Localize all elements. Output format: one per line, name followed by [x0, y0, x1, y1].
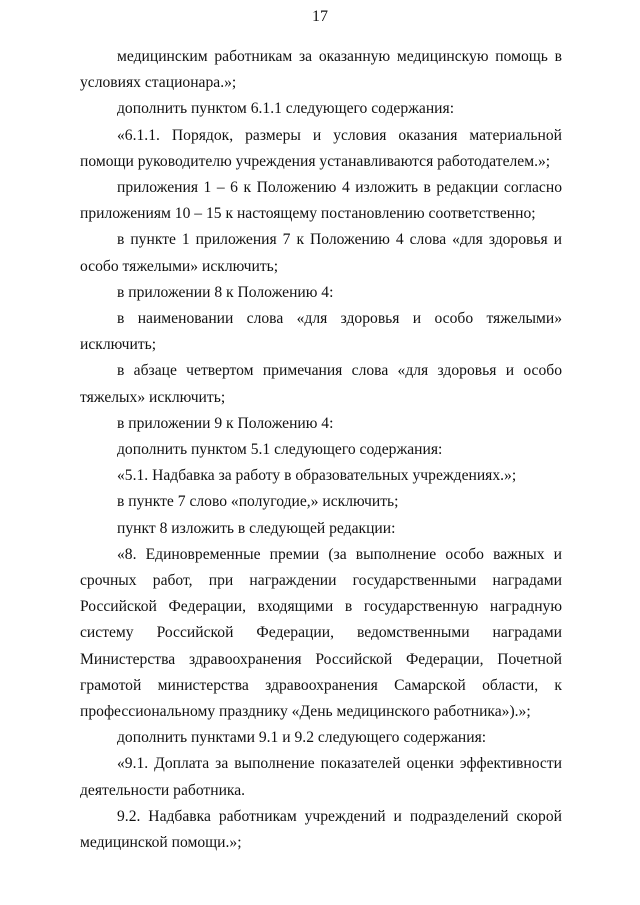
paragraph: дополнить пунктом 6.1.1 следующего содержания:	[117, 100, 455, 118]
paragraph: дополнить пунктом 5.1 следующего содержания:	[117, 441, 443, 459]
paragraph: «5.1. Надбавка за работу в образовательных учреждениях.»;	[117, 467, 517, 485]
paragraph: «6.1.1. Порядок, размеры и условия оказания материальной помощи руководителю учреждения устанавливаются работодателем.»;	[80, 126, 562, 170]
paragraph: в приложении 9 к Положению 4:	[117, 414, 334, 432]
paragraph: «8. Единовременные премии (за выполнение особо важных и срочных работ, при награждении государственными наградами Российской Федерации, входящими в государственную наградную систему Российской Федерации, ведомственными наградами Министерства здравоохранения Российской Федерации, Почетной грамотой министерства здравоохранения Самарской области, к профессиональному празднику «День медицинского работника»).»;	[80, 545, 562, 721]
paragraph: в абзаце четвертом примечания слова «для здоровья и особо тяжелых» исключить;	[80, 362, 562, 406]
paragraph: пункт 8 изложить в следующей редакции:	[117, 519, 396, 537]
paragraph: в приложении 8 к Положению 4:	[117, 283, 334, 301]
paragraph: в наименовании слова «для здоровья и особо тяжелыми» исключить;	[80, 310, 562, 354]
paragraph: приложения 1 – 6 к Положению 4 изложить в редакции согласно приложениям 10 – 15 к настоящему постановлению соответственно;	[80, 179, 562, 223]
page-number: 17	[312, 8, 328, 25]
paragraph: медицинским работникам за оказанную медицинскую помощь в условиях стационара.»;	[80, 48, 562, 92]
paragraph: в пункте 7 слово «полугодие,» исключить;	[117, 493, 399, 511]
paragraph: в пункте 1 приложения 7 к Положению 4 слова «для здоровья и особо тяжелыми» исключить;	[80, 231, 562, 275]
document-body	[80, 44, 562, 856]
paragraph: 9.2. Надбавка работникам учреждений и подразделений скорой медицинской помощи.»;	[80, 807, 562, 852]
paragraph: «9.1. Доплата за выполнение показателей оценки эффективности деятельности работника.	[80, 755, 562, 799]
paragraph: дополнить пунктами 9.1 и 9.2 следующего содержания:	[117, 729, 487, 747]
